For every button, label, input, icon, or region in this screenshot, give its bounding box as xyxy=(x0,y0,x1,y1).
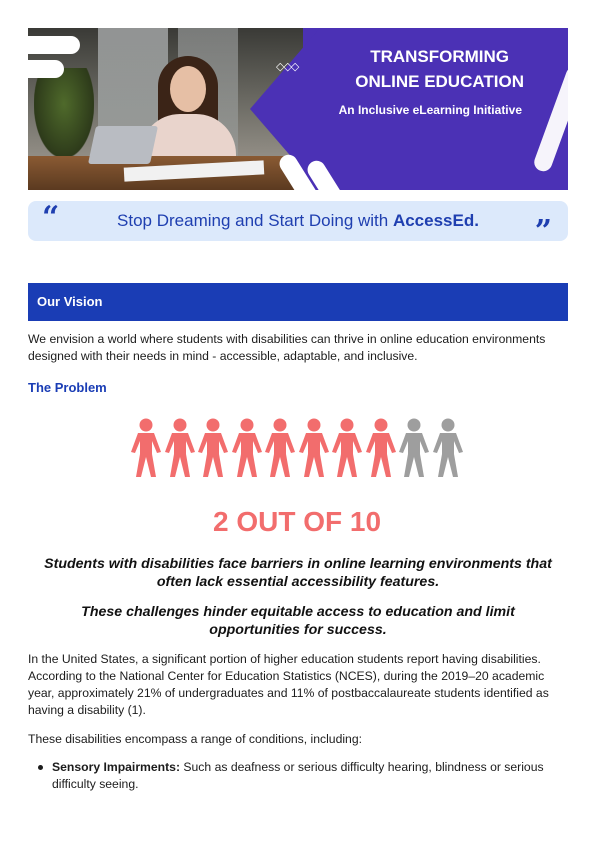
person-icon xyxy=(197,418,229,478)
laptop-image xyxy=(88,126,158,164)
people-infographic xyxy=(130,418,465,478)
quote-brand: AccessEd. xyxy=(392,211,479,230)
person-icon xyxy=(164,418,196,478)
quote-text xyxy=(28,211,568,231)
decor-pill xyxy=(28,36,80,54)
diamond-ornament-icon: ◇◇◇ xyxy=(276,60,299,73)
bullet-icon xyxy=(38,765,43,770)
person-icon xyxy=(398,418,430,478)
callout-challenges: These challenges hinder equitable access to education and limit opportunities for success. xyxy=(81,604,515,638)
person-icon xyxy=(432,418,464,478)
hero-banner xyxy=(28,28,568,190)
person-face xyxy=(170,66,206,112)
stat-figure: 2 OUT OF 10 xyxy=(212,506,382,537)
quote-bar xyxy=(28,200,568,249)
close-quote-icon: ” xyxy=(534,214,552,249)
person-icon xyxy=(264,418,296,478)
banner-title xyxy=(355,44,524,94)
person-icon xyxy=(231,418,263,478)
banner-title-line1: TRANSFORMING xyxy=(370,47,510,66)
plant-image xyxy=(34,68,94,158)
callout-barriers: Students with disabilities face barriers in online learning environments that often lack essential accessibility features. xyxy=(44,556,552,590)
conditions-intro: These disabilities encompass a range of conditions, including: xyxy=(28,732,362,746)
vision-text: We envision a world where students with disabilities can thrive in online education environments designed with their needs in mind - accessible, adaptable, and inclusive. xyxy=(28,332,546,363)
banner-subtitle: An Inclusive eLearning Initiative xyxy=(338,103,522,117)
quote-body: Stop Dreaming and Start Doing with xyxy=(117,211,393,230)
problem-heading: The Problem xyxy=(28,380,107,395)
person-icon xyxy=(298,418,330,478)
conditions-list xyxy=(38,759,568,793)
person-icon xyxy=(365,418,397,478)
list-item xyxy=(38,759,568,793)
open-quote-icon: “ xyxy=(42,200,60,235)
person-icon xyxy=(130,418,162,478)
decor-pill xyxy=(28,60,64,78)
vision-section-header xyxy=(28,283,568,321)
bullet-term: Sensory Impairments: xyxy=(52,760,181,774)
banner-title-line2: ONLINE EDUCATION xyxy=(355,72,524,91)
nces-paragraph: In the United States, a significant portion of higher education students report having disabilities. According to the National Center for Education Statistics (NCES), during the 2019–20 academic year, approximately 21% of undergraduates and 11% of postbaccalaureate students identified as having a disability (1). xyxy=(28,652,549,717)
vision-heading: Our Vision xyxy=(37,294,103,309)
person-icon xyxy=(331,418,363,478)
bullet-text: Such as deafness or serious difficulty hearing, blindness or serious difficulty seeing. xyxy=(52,760,544,791)
